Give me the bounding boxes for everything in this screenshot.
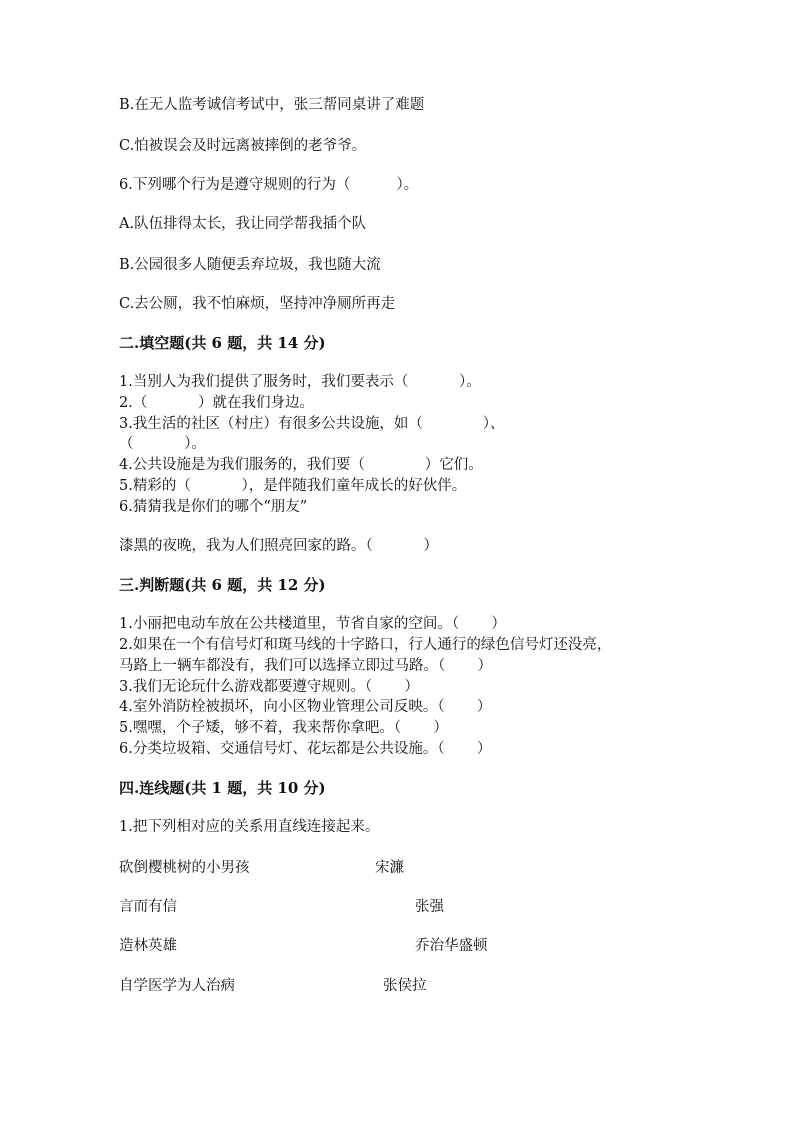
q6-option-b: B.公园很多人随便丢弃垃圾，我也随大流 [119, 257, 381, 273]
match-left-2: 言而有信 [119, 899, 177, 915]
section3-heading: 三.判断题(共 6 题，共 12 分) [119, 576, 326, 594]
match-left-1: 砍倒樱桃树的小男孩 [119, 860, 250, 876]
section3-item-5: 5.嘿嘿，个子矮，够不着，我来帮你拿吧。（ ） [119, 720, 448, 736]
match-right-4: 张侯拉 [383, 978, 427, 994]
match-left-3: 造林英雄 [119, 938, 177, 954]
section2-item-3: 3.我生活的社区（村庄）有很多公共设施，如（ ）、 [119, 416, 505, 432]
section2-item-1: 1.当别人为我们提供了服务时，我们要表示（ ）。 [119, 374, 481, 390]
section4-heading: 四.连线题(共 1 题，共 10 分) [119, 779, 326, 797]
match-left-4: 自学医学为人治病 [119, 978, 235, 994]
section3-item-2: 2.如果在一个有信号灯和斑马线的十字路口，行人通行的绿色信号灯还没亮， [119, 637, 612, 653]
q6-stem: 6.下列哪个行为是遵守规则的行为（ ）。 [119, 177, 419, 193]
section2-item-3-cont: （ ）。 [119, 436, 206, 452]
match-right-1: 宋濂 [375, 860, 404, 876]
option-c-prev: C.怕被误会及时远离被摔倒的老爷爷。 [119, 138, 367, 154]
section2-item-5: 5.精彩的（ ），是伴随我们童年成长的好伙伴。 [119, 478, 467, 494]
section3-item-6: 6.分类垃圾箱、交通信号灯、花坛都是公共设施。（ ） [119, 741, 492, 757]
match-right-2: 张强 [415, 899, 444, 915]
match-right-3: 乔治华盛顿 [415, 938, 488, 954]
section2-riddle: 漆黑的夜晚，我为人们照亮回家的路。（ ） [119, 538, 438, 554]
section2-heading: 二.填空题(共 6 题，共 14 分) [119, 334, 326, 352]
section2-item-2: 2.（ ）就在我们身边。 [119, 395, 315, 411]
section3-item-2-cont: 马路上一辆车都没有，我们可以选择立即过马路。（ ） [119, 658, 493, 674]
section3-item-3: 3.我们无论玩什么游戏都要遵守规则。（ ） [119, 679, 419, 695]
q6-option-c: C.去公厕，我不怕麻烦，坚持冲净厕所再走 [119, 296, 396, 312]
section3-item-1: 1.小丽把电动车放在公共楼道里，节省自家的空间。（ ） [119, 616, 506, 632]
section2-item-6: 6.猜猜我是你们的哪个“朋友” [119, 499, 308, 515]
section4-instruction: 1.把下列相对应的关系用直线连接起来。 [119, 819, 380, 835]
section3-item-4: 4.室外消防栓被损坏，向小区物业管理公司反映。（ ） [119, 699, 492, 715]
q6-option-a: A.队伍排得太长，我让同学帮我插个队 [119, 216, 367, 232]
section2-item-4: 4.公共设施是为我们服务的，我们要（ ）它们。 [119, 457, 483, 473]
option-b-prev: B.在无人监考诚信考试中，张三帮同桌讲了难题 [119, 97, 425, 113]
